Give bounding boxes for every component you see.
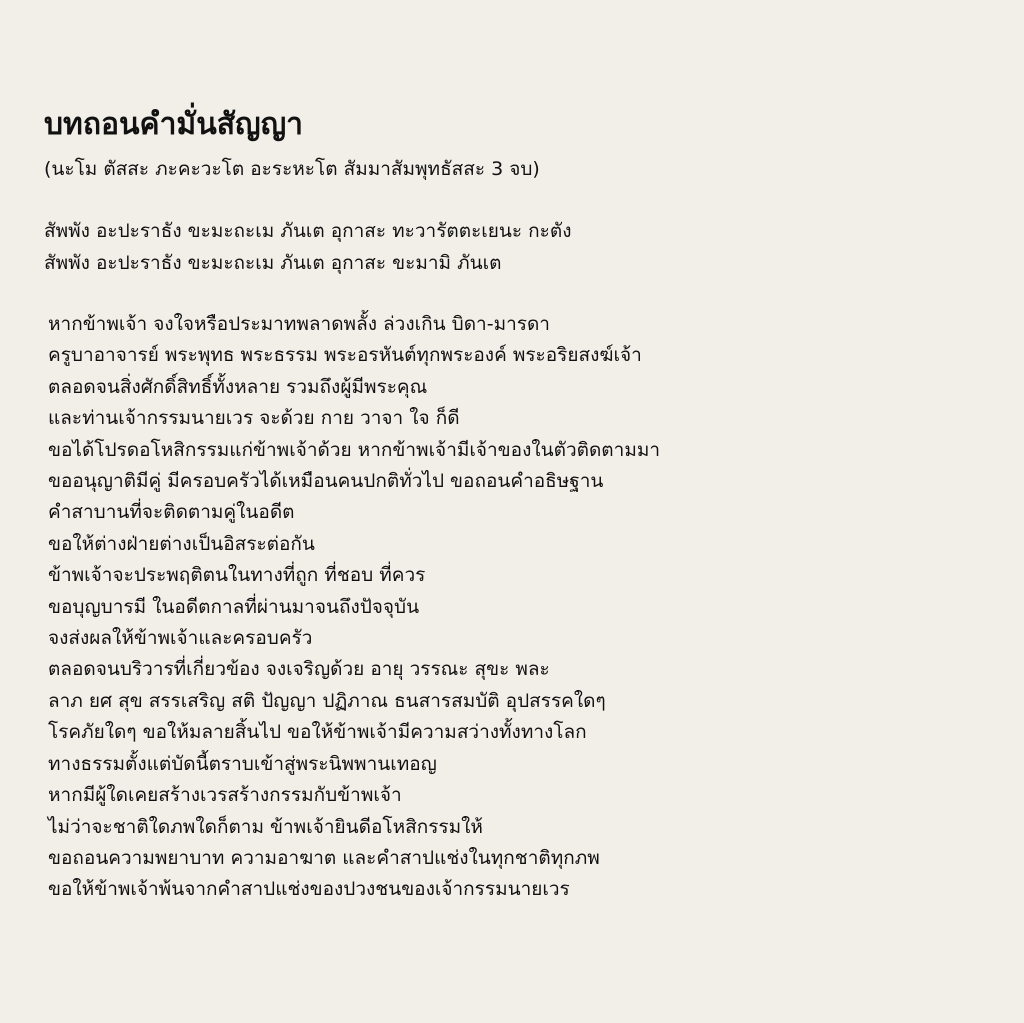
prayer-line: และท่านเจ้ากรรมนายเวร จะด้วย กาย วาจา ใจ ก็ดี [48,407,460,430]
prayer-line: ครูบาอาจารย์ พระพุทธ พระธรรม พระอรหันต์ทุกพระองค์ พระอริยสงฆ์เจ้า [48,344,642,367]
verse-line: สัพพัง อะปะราธัง ขะมะถะเม ภันเต อุกาสะ ขะมามิ ภันเต [44,252,502,274]
prayer-line: ขอบุญบารมี ในอดีตกาลที่ผ่านมาจนถึงปัจจุบัน [48,595,420,618]
prayer-line: จงส่งผลให้ข้าพเจ้าและครอบครัว [48,627,313,650]
verse-line: สัพพัง อะปะราธัง ขะมะถะเม ภันเต อุกาสะ ทะวารัตตะเยนะ กะตัง [44,220,572,242]
prayer-line: ข้าพเจ้าจะประพฤติตนในทางที่ถูก ที่ชอบ ที่ควร [48,564,426,587]
prayer-line: ไม่ว่าจะชาติใดภพใดก็ตาม ข้าพเจ้ายินดีอโหสิกรรมให้ [48,815,483,838]
prayer-line: ขอถอนความพยาบาท ความอาฆาต และคำสาปแช่งในทุกชาติทุกภพ [48,846,600,869]
prayer-line: โรคภัยใดๆ ขอให้มลายสิ้นไป ขอให้ข้าพเจ้ามีความสว่างทั้งทางโลก [48,721,587,744]
prayer-line: ลาภ ยศ สุข สรรเสริญ สติ ปัญญา ปฏิภาณ ธนสารสมบัติ อุปสรรคใดๆ [48,689,606,712]
prayer-line: ตลอดจนบริวารที่เกี่ยวข้อง จงเจริญด้วย อายุ วรรณะ สุขะ พละ [48,658,550,681]
prayer-line: หากข้าพเจ้า จงใจหรือประมาทพลาดพลั้ง ล่วงเกิน บิดา-มารดา [48,313,550,335]
prayer-line: ขออนุญาติมีคู่ มีครอบครัวได้เหมือนคนปกติทั่วไป ขอถอนคำอธิษฐาน [48,470,604,493]
prayer-line: ตลอดจนสิ่งศักดิ์สิทธิ์ทั้งหลาย รวมถึงผู้มีพระคุณ [48,375,428,398]
prayer-line: หากมีผู้ใดเคยสร้างเวรสร้างกรรมกับข้าพเจ้า [48,784,402,807]
pali-verse [44,215,571,279]
prayer-line: ขอให้ต่างฝ่ายต่างเป็นอิสระต่อกัน [48,532,315,555]
document-subtitle: (นะโม ตัสสะ ภะคะวะโต อะระหะโต สัมมาสัมพุทธัสสะ 3 จบ) [44,158,540,180]
prayer-text [48,309,660,906]
prayer-line: ขอได้โปรดอโหสิกรรมแก่ข้าพเจ้าด้วย หากข้าพเจ้ามีเจ้าของในตัวติดตามมา [48,438,661,461]
prayer-line: ทางธรรมตั้งแต่บัดนี้ตราบเข้าสู่พระนิพพานเทอญ [48,752,437,775]
prayer-line: คำสาบานที่จะติดตามคู่ในอดีต [48,501,295,524]
prayer-line: ขอให้ข้าพเจ้าพ้นจากคำสาปแช่งของปวงชนของเจ้ากรรมนายเวร [48,878,570,901]
document-title: บทถอนคำมั่นสัญญา [44,107,303,142]
